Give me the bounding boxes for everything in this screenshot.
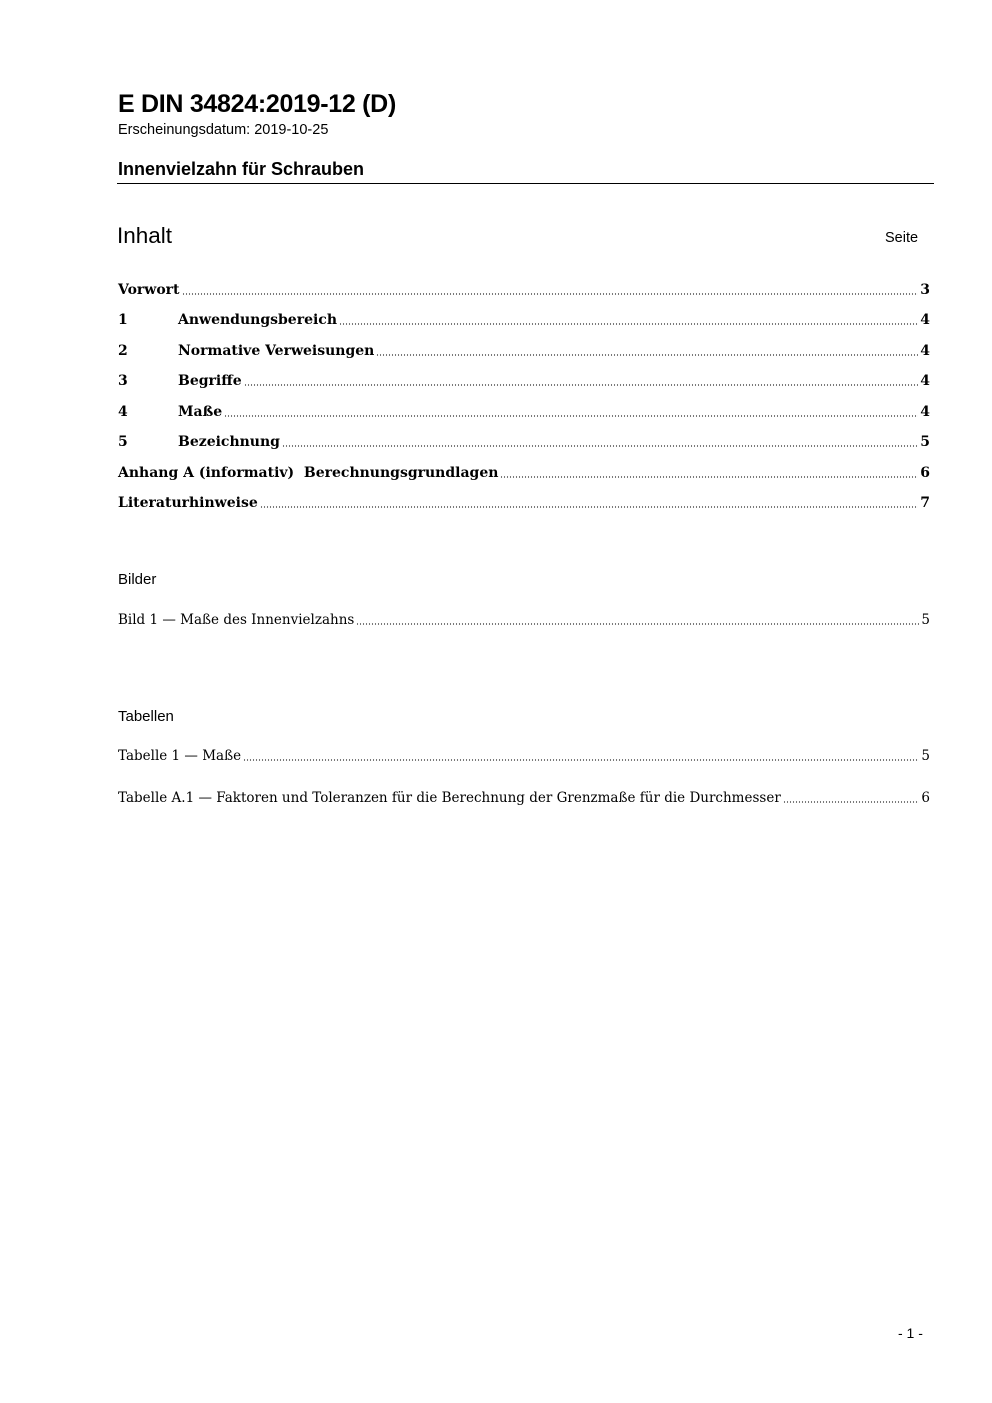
toc-entry-number: 1	[118, 312, 128, 328]
toc-entry-bezeichnung[interactable]	[118, 432, 930, 452]
toc-entry-page: 7	[920, 495, 930, 511]
toc-entry-number: 3	[118, 373, 128, 389]
toc-entry-anhang-a[interactable]	[118, 463, 930, 483]
page-column-label: Seite	[885, 230, 919, 246]
dot-leader	[339, 323, 918, 325]
toc-entry-text: Anwendungsbereich	[178, 312, 337, 328]
dot-leader	[356, 623, 919, 625]
toc-entry-literaturhinweise[interactable]	[118, 493, 930, 513]
toc-entry-text: Begriffe	[178, 373, 242, 389]
table-entry-text: Tabelle 1 — Maße	[118, 748, 242, 764]
figure-entry-text: Bild 1 — Maße des Innenvielzahns	[118, 612, 355, 628]
dot-leader	[224, 415, 918, 417]
toc-entry-text: Literaturhinweise	[118, 495, 258, 511]
page-number: - 1 -	[898, 1325, 923, 1341]
toc-entry-begriffe[interactable]	[118, 371, 930, 391]
toc-entry-page: 4	[920, 404, 930, 420]
tables-heading: Tabellen	[118, 708, 174, 725]
document-code: E DIN 34824:2019-12 (D)	[118, 90, 396, 118]
toc-entry-page: 3	[920, 282, 930, 298]
dot-leader	[376, 354, 918, 356]
publication-date: Erscheinungsdatum: 2019-10-25	[118, 122, 329, 138]
figures-heading: Bilder	[118, 571, 157, 588]
toc-entry-page: 4	[920, 312, 930, 328]
toc-entry-number: 4	[118, 404, 128, 420]
document-title: Innenvielzahn für Schrauben	[118, 159, 365, 179]
toc-entry-vorwort[interactable]	[118, 280, 930, 300]
toc-entry-text: Anhang A (informativ) Berechnungsgrundlagen	[118, 465, 499, 481]
table-entry-page: 5	[921, 748, 930, 764]
dot-leader	[244, 384, 919, 386]
table-entry[interactable]	[118, 746, 930, 766]
figure-entry[interactable]	[118, 610, 930, 630]
toc-entry-text: Normative Verweisungen	[178, 343, 375, 359]
dot-leader	[182, 293, 919, 295]
dot-leader	[783, 801, 920, 803]
toc-entry-text: Bezeichnung	[178, 434, 280, 450]
dot-leader	[260, 506, 919, 508]
toc-entry-number: 2	[118, 343, 128, 359]
toc-entry-anwendungsbereich[interactable]	[118, 310, 930, 330]
toc-heading: Inhalt	[117, 223, 173, 248]
table-entry-page: 6	[921, 790, 930, 806]
toc-entry-page: 4	[920, 343, 930, 359]
toc-entry-page: 4	[920, 373, 930, 389]
dot-leader	[282, 445, 918, 447]
dot-leader	[243, 759, 919, 761]
toc-entry-text: Vorwort	[118, 282, 180, 298]
toc-entry-page: 6	[920, 465, 930, 481]
dot-leader	[500, 476, 918, 478]
toc-entry-normative-verweisungen[interactable]	[118, 341, 930, 361]
figure-entry-page: 5	[921, 612, 930, 628]
toc-entry-number: 5	[118, 434, 128, 450]
title-divider	[117, 183, 934, 184]
toc-entry-masse[interactable]	[118, 402, 930, 422]
table-entry[interactable]	[118, 788, 930, 808]
table-entry-text: Tabelle A.1 — Faktoren und Toleranzen für die Berechnung der Grenzmaße für die Durchmesser	[118, 790, 781, 806]
toc-entry-page: 5	[920, 434, 930, 450]
toc-entry-text: Maße	[178, 404, 223, 420]
